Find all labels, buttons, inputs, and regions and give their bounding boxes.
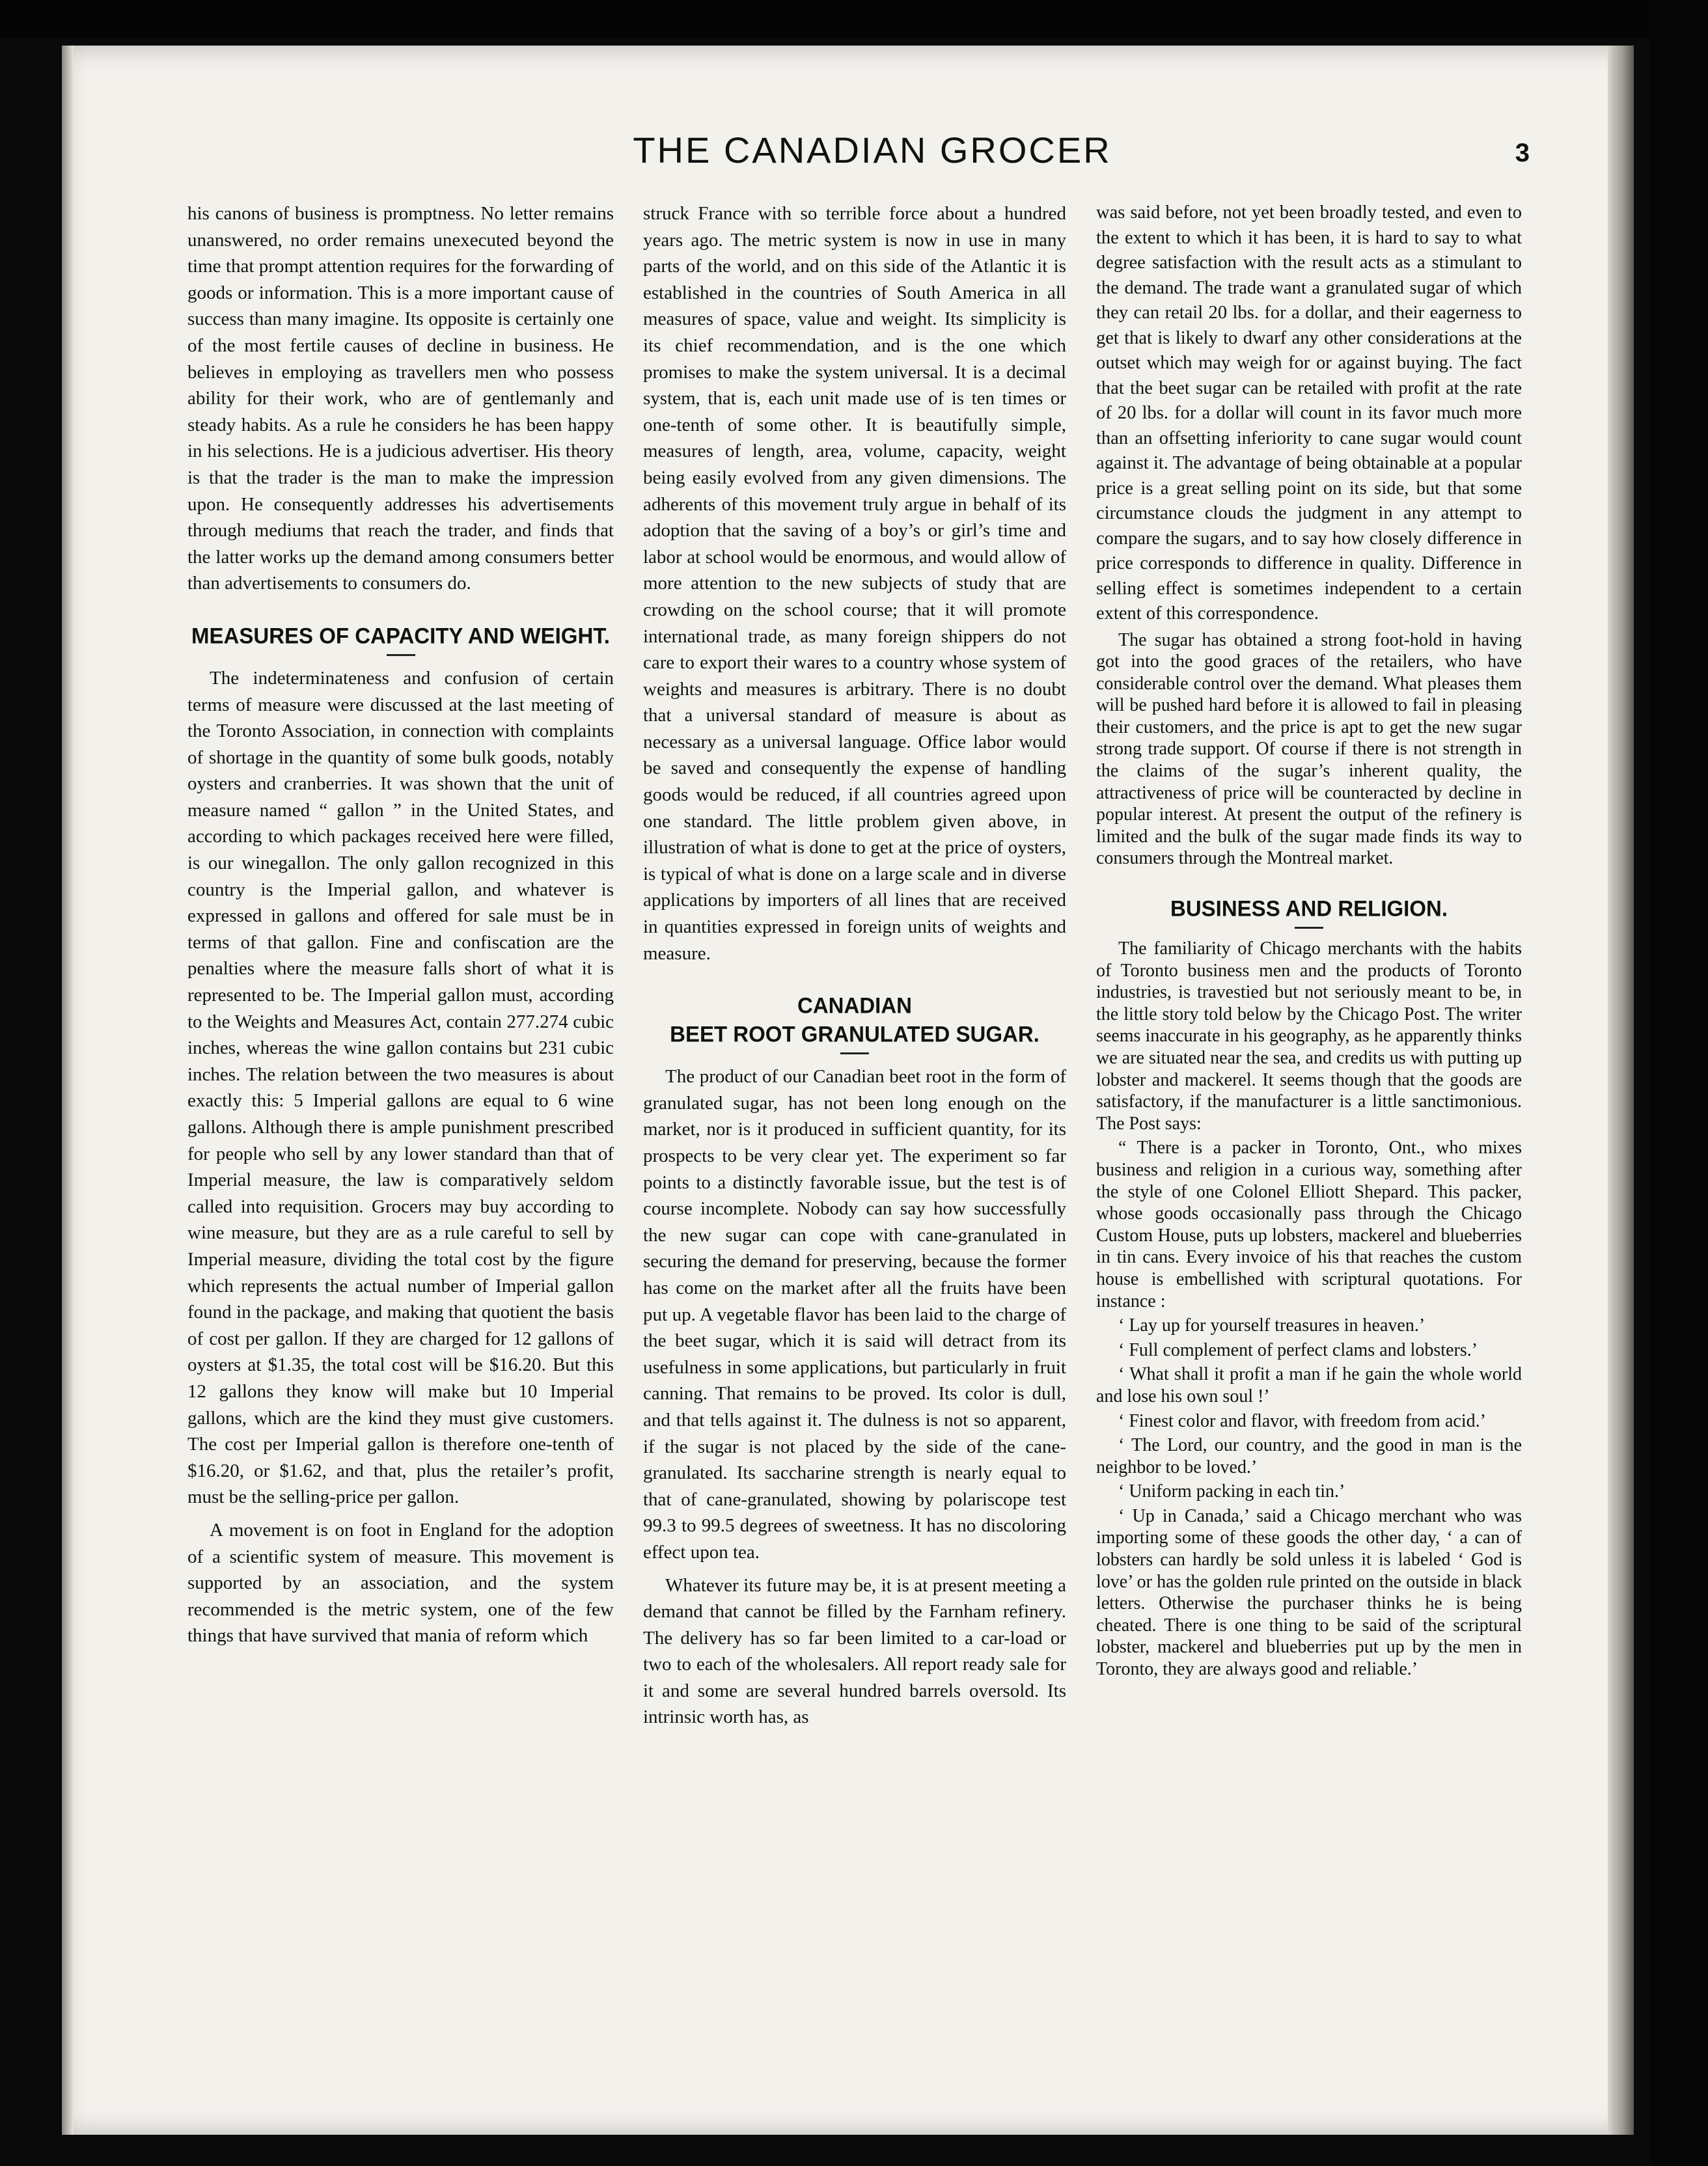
heading-beet-sugar: BEET ROOT GRANULATED SUGAR.	[670, 1021, 1040, 1047]
paragraph-beet-1: The product of our Canadian beet root in the form of granulated sugar, has not been long enough on the market, nor is it produced in sufficient quantity, for its prospects to be very clear yet. The experiment so far points to a distinctly favorable issue, but the test is of course incomplete. Nobody can say how successfully the new sugar can cope with cane-granulated in securing the demand for preserving, because the former has come on the market after all the fruits have been put up. A vegetable flavor has been laid to the charge of the beet sugar, which it is said will detract from its usefulness in some applications, but particularly in fruit canning. That remains to be proved. Its color is dull, and that tells against it. The dulness is not so apparent, if the sugar is not placed by the side of the cane-granulated. Its saccharine strength is nearly equal to that of cane-granulated, showing by polariscope test 99.3 to 99.5 degrees of sweetness. It has no discoloring effect upon tea.	[643, 1066, 1066, 1563]
paragraph-beet-2: Whatever its future may be, it is at present meeting a demand that cannot be filled by the Farnham refinery. The delivery has so far been limited to a car-load or two to each of the wholesalers. All report ready sale for it and some are several hundred barrels oversold. Its intrinsic worth has, as	[643, 1574, 1066, 1728]
heading-canadian: CANADIAN	[797, 993, 912, 1019]
heading-rule	[840, 1052, 869, 1054]
heading-rule	[387, 654, 415, 656]
paragraph-measures-1: The indeterminateness and confusion of certain terms of measure were discussed at the last meeting of the Toronto Association, in connection with complaints of shortage in the quantity of some bulk goods, notably oysters and cranberries. It was shown that the unit of measure named “ gallon ” in the United States, and according to which packages received here were filled, is our winegallon. The only gallon recognized in this country is the Imperial gallon, and whatever is expressed in gallons and offered for sale must be in terms of that gallon. Fine and confiscation are the penalties where the measure falls short of what it is represented to be. The Imperial gallon must, according to the Weights and Measures Act, contain 277.274 cubic inches, whereas the wine gallon contains but 231 cubic inches. The relation between the two measures is about exactly this: 5 Imperial gallons are equal to 6 wine gallons. Although there is ample punishment prescribed for people who sell by any lower standard than that of Imperial measure, the law is comparatively seldom called into requisition. Grocers may buy according to wine measure, but they are as a rule careful to sell by Imperial measure, dividing the total cost by the figure which represents the actual number of Imperial gallon found in the package, and making that quotient the basis of cost per gallon. If they are charged for 12 gallons of oysters at $1.35, the total cost will be $16.20. But this 12 gallons they know will make but 10 Imperial gallons, which are the kind they must give customers. The cost per Imperial gallon is therefore one-tenth of $16.20, or $1.62, and that, plus the retailer’s profit, must be the selling-price per gallon.	[187, 667, 614, 1508]
paragraph-measures-2: A movement is on foot in England for the adoption of a scientific system of measure. This movement is supported by an association, and the system recommended is the metric system, one of the few things that have survived that mania of reform which	[187, 1519, 614, 1647]
heading-measures: MEASURES OF CAPACITY AND WEIGHT.	[191, 622, 610, 648]
quote-3: ‘ What shall it profit a man if he gain the whole world and lose his own soul !’	[1096, 1364, 1522, 1406]
paragraph-sugar-1: was said before, not yet been broadly tested, and even to the extent to which it has been, it is hard to say to what degree satisfaction with the result acts as a stimulant to the demand. The trade want a granulated sugar of which they can retail 20 lbs. for a dollar, and their eagerness to get that is likely to dwarf any other considerations at the outset which may weigh for or against buying. The fact that the beet sugar can be retailed with profit at the rate of 20 lbs. for a dollar will count in its favor much more than an offsetting inferiority to cane sugar would count against it. The advantage of being obtainable at a popular price is a great selling point on its side, but that some circumstance clouds the judgment in any attempt to compare the sugars, and to say how closely difference in price corresponds to difference in quality. Difference in selling effect is sometimes independent to a certain extent of this correspondence.	[1096, 202, 1522, 624]
quote-1: ‘ Lay up for yourself treasures in heaven.’	[1118, 1315, 1426, 1336]
column-3	[1096, 200, 1522, 1680]
column-2	[643, 200, 1066, 1731]
quote-6: ‘ Uniform packing in each tin.’	[1118, 1481, 1345, 1502]
quote-2: ‘ Full complement of perfect clams and lobsters.’	[1118, 1339, 1478, 1360]
page-number: 3	[1515, 139, 1530, 167]
paragraph-intro: his canons of business is promptness. No letter remains unanswered, no order remains unexecuted beyond the time that prompt attention requires for the forwarding of goods or information. This is a more important cause of success than many imagine. Its opposite is certainly one of the most fertile causes of decline in business. He believes in employing as travellers men who possess ability for their work, who are of gentlemanly and steady habits. As a rule he considers he has been happy in his selections. He is a judicious advertiser. His theory is that the trader is the man to make the impression upon. He consequently addresses his advertisements through mediums that reach the trader, and finds that the latter works up the demand among consumers better than advertisements to consumers do.	[187, 203, 614, 594]
scan-top-border	[0, 0, 1708, 39]
page-left-shadow	[62, 46, 74, 2135]
heading-rule	[1295, 927, 1323, 929]
heading-business-religion: BUSINESS AND RELIGION.	[1170, 896, 1448, 921]
paragraph-business-3: ‘ Up in Canada,’ said a Chicago merchant who was importing some of these goods the other day, ‘ a can of lobsters can hardly be sold unless it is labeled ‘ God is love’ or has the golden rule printed on the outside in black letters. Otherwise the purchaser thinks he is being cheated. There is one thing to be said of the scriptural lobster, mackerel and blueberries put up by the men in Toronto, they are always good and reliable.’	[1096, 1505, 1522, 1680]
paragraph-metric: struck France with so terrible force about a hundred years ago. The metric system is now in use in many parts of the world, and on this side of the Atlantic it is established in the countries of South America in all measures of space, value and weight. Its simplicity is its chief recommendation, and is the one which promises to make the system universal. It is a decimal system, that is, each unit made use of is ten times or one-tenth of some other. It is beautifully simple, measures of length, area, volume, capacity, weight being easily evolved from any given dimensions. The adherents of this movement truly argue in behalf of its adoption that the saving of a boy’s or girl’s time and labor at school would be enormous, and would allow of more attention to the new subjects of study that are crowding on the school course; that it will promote international trade, as many foreign shippers do not care to export their wares to a country whose system of weights and measures is arbitrary. There is no doubt that a universal standard of measure is about as necessary as a universal language. Office labor would be saved and consequently the expense of handling goods would be reduced, if all countries agreed upon one standard. The little problem given above, in illustration of what is done to get at the price of oysters, is typical of what is done on a large scale and in diverse applications by importers of all lines that are received in quantities expressed in foreign units of weights and measure.	[643, 203, 1066, 964]
paragraph-sugar-2: The sugar has obtained a strong foot-hold in having got into the good graces of the retailers, who have considerable control over the demand. What pleases them will be pushed hard before it is allowed to fail in pleasing their customers, and the price is apt to get the new sugar strong trade support. Of course if there is not strength in the claims of the sugar’s inherent quality, the attractiveness of price will be counteracted by decline in popular interest. At present the output of the refinery is limited and the bulk of the sugar made finds its way to consumers through the Montreal market.	[1096, 629, 1522, 869]
quote-4: ‘ Finest color and flavor, with freedom from acid.’	[1118, 1410, 1486, 1431]
publication-title: THE CANADIAN GROCER	[633, 130, 1112, 171]
paragraph-business-2: “ There is a packer in Toronto, Ont., who mixes business and religion in a curious way, something after the style of one Colonel Elliott Shepard. This packer, whose goods occasionally pass through the Chicago Custom House, puts up lobsters, mackerel and blueberries in tin cans. Every invoice of his that reaches the custom house is embellished with scriptural quotations. For instance :	[1096, 1138, 1522, 1311]
paragraph-business-1: The familiarity of Chicago merchants with the habits of Toronto business men and the products of Toronto industries, is travestied but not seriously meant to be, in the little story told below by the Chicago Post. The writer seems inaccurate in his geography, as he apparently thinks we are situated near the sea, and credits us with putting up lobster and mackerel. It seems though that the goods are satisfactory, if the manufacturer is a little sanctimonious. The Post says:	[1096, 939, 1522, 1134]
page-spine-shadow	[1608, 46, 1634, 2135]
column-1	[187, 200, 614, 1649]
quote-5: ‘ The Lord, our country, and the good in man is the neighbor to be loved.’	[1096, 1435, 1522, 1477]
scan-right-border	[1649, 0, 1708, 2166]
